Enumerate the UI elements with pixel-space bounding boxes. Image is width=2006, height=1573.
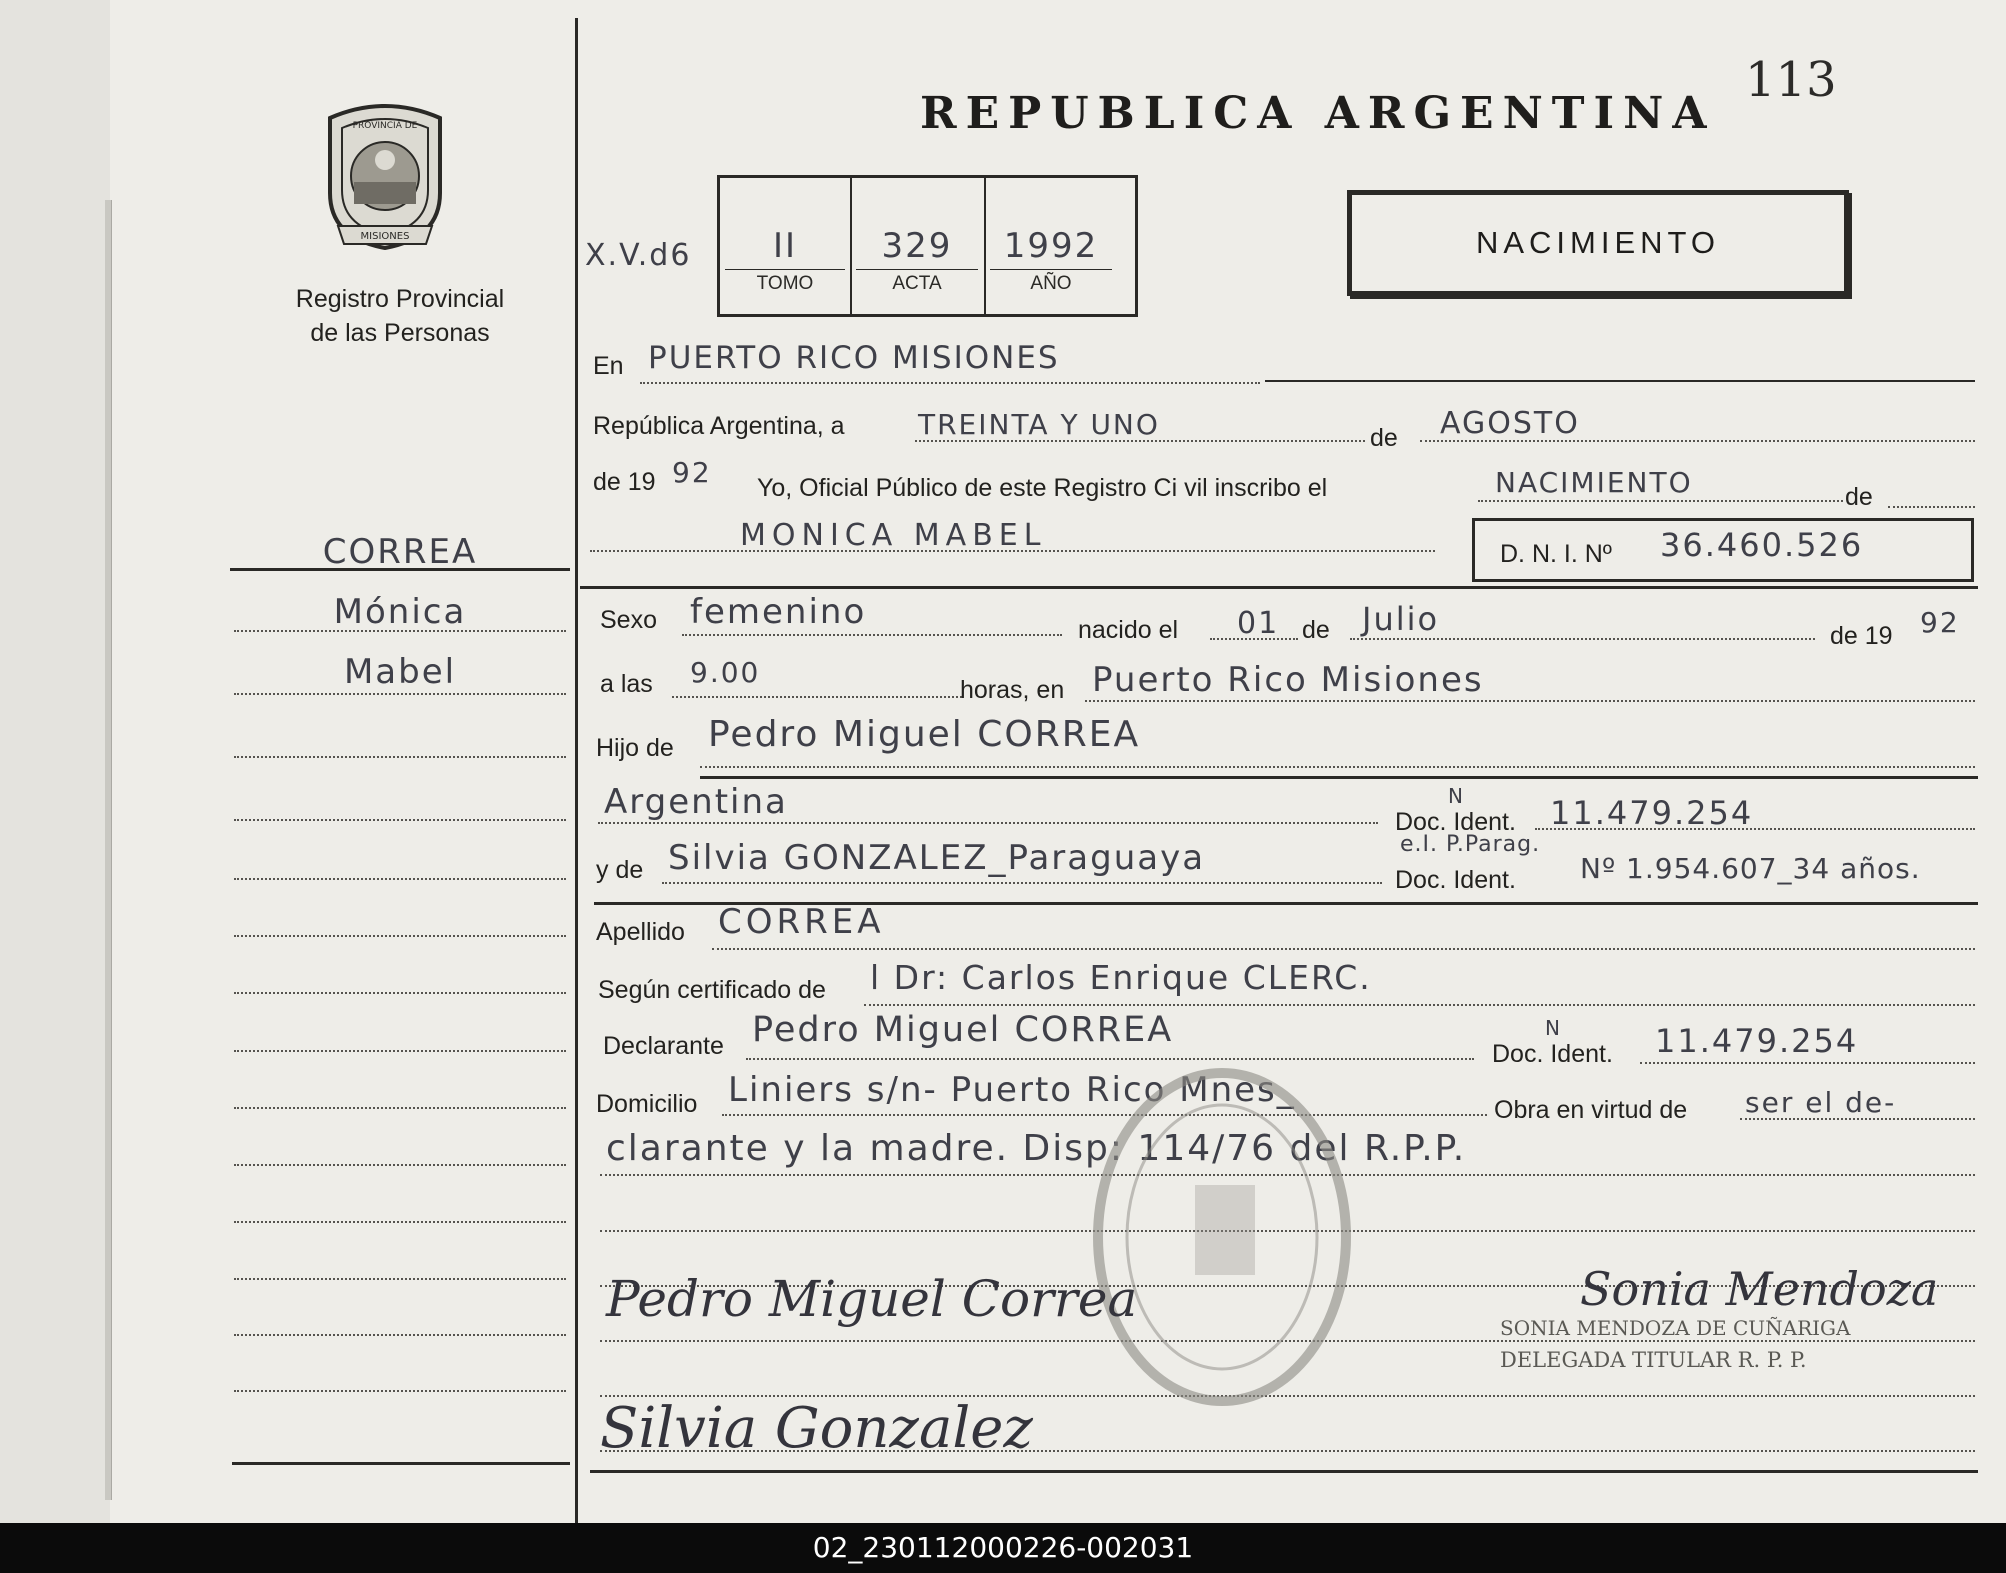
tomo-value: II <box>772 226 798 266</box>
declarante-label: Declarante <box>603 1032 724 1060</box>
fill-line <box>640 382 1260 384</box>
sexo-label: Sexo <box>600 606 657 634</box>
sidebar-line <box>234 992 566 994</box>
fill-line <box>590 550 1435 552</box>
sidebar-line <box>234 693 566 695</box>
registry-box <box>717 175 1138 317</box>
act-value: NACIMIENTO <box>1495 466 1693 499</box>
certificado-label: Según certificado de <box>598 976 826 1004</box>
sidebar-line <box>234 1221 566 1223</box>
sidebar-line <box>234 1278 566 1280</box>
hijo-label: Hijo de <box>596 734 674 762</box>
officer-name: SONIA MENDOZA DE CUÑARIGA <box>1500 1316 1851 1340</box>
country-title: REPUBLICA ARGENTINA <box>920 88 1716 139</box>
father-value: Pedro Miguel CORREA <box>708 714 1141 755</box>
sidebar-line <box>234 819 566 821</box>
office-line-1: Registro Provincial <box>295 285 505 313</box>
acta-label: ACTA <box>892 273 942 294</box>
seal-bottom-text: MISIONES <box>360 231 410 242</box>
fill-line <box>682 634 1062 636</box>
signature-mother: Silvia Gonzalez <box>600 1396 1033 1461</box>
sexo-value: femenino <box>690 592 867 632</box>
day-words-value: TREINTA Y UNO <box>918 408 1160 441</box>
nacido-label: nacido el <box>1078 616 1179 644</box>
doc-ident-label-mother: Doc. Ident. <box>1395 866 1516 894</box>
registry-rule <box>990 269 1112 270</box>
apellido-label: Apellido <box>596 918 685 946</box>
fill-line <box>1085 700 1975 702</box>
fill-line <box>1350 638 1815 640</box>
fill-line <box>672 696 962 698</box>
fill-line <box>1210 638 1298 640</box>
year-suffix-value: 92 <box>672 456 712 489</box>
doctor-value: l Dr: Carlos Enrique CLERC. <box>870 958 1372 997</box>
year-prefix-label: de 19 <box>593 468 656 496</box>
office-line-2: de las Personas <box>310 319 490 347</box>
office-name <box>255 282 545 350</box>
apellido-value: CORREA <box>718 902 885 942</box>
sidebar-given-2: Mabel <box>343 652 457 692</box>
registry-rule <box>856 269 978 270</box>
fill-line <box>746 1058 1474 1060</box>
fill-line <box>1535 828 1975 830</box>
sidebar-line <box>234 630 566 632</box>
alas-label: a las <box>600 670 653 698</box>
fill-line <box>1640 1062 1975 1064</box>
birth-day-value: 01 <box>1237 606 1280 641</box>
fill-line <box>1740 1118 1975 1120</box>
doc-n-mark: N <box>1448 784 1465 808</box>
officer-title: DELEGADA TITULAR R. P. P. <box>1500 1348 1807 1372</box>
domicilio-value: Liniers s/n- Puerto Rico Mnes_ <box>728 1070 1296 1110</box>
seal-top-text: PROVINCIA DE <box>352 121 418 131</box>
declarante-doc-value: 11.479.254 <box>1655 1022 1859 1060</box>
yde-label: y de <box>596 856 644 884</box>
horas-label: horas, en <box>960 676 1065 704</box>
republica-label: República Argentina, a <box>593 412 845 440</box>
binder-edge <box>105 200 112 1500</box>
dni-value: 36.460.526 <box>1660 526 1864 564</box>
father-doc-value: 11.479.254 <box>1550 794 1754 832</box>
sidebar-rule <box>232 1462 570 1465</box>
file-id: 02_230112000226-002031 <box>812 1531 1194 1564</box>
province-seal-icon <box>318 98 452 250</box>
section-rule <box>700 776 1978 779</box>
sidebar-line <box>234 1050 566 1052</box>
sidebar-line <box>234 1107 566 1109</box>
fill-line <box>1420 440 1975 442</box>
sidebar-line <box>234 935 566 937</box>
sidebar-line <box>234 756 566 758</box>
officer-text: Yo, Oficial Público de este Registro Ci vil inscribo el <box>757 474 1328 502</box>
fill-line <box>864 1004 1975 1006</box>
fill-line <box>1888 506 1975 508</box>
domicilio-label: Domicilio <box>596 1090 698 1118</box>
birth-month-value: Julio <box>1362 600 1440 638</box>
de-label-3: de <box>1302 616 1330 644</box>
page-number: 113 <box>1745 52 1837 108</box>
mother-value: Silvia GONZALEZ_Paraguaya <box>668 838 1206 878</box>
fill-line <box>1265 380 1975 382</box>
doc-ident-label-decl: Doc. Ident. <box>1492 1040 1613 1068</box>
de-label-2: de <box>1845 483 1873 511</box>
section-rule <box>580 586 1978 589</box>
registry-prefix: X.V.d6 <box>585 238 692 273</box>
sidebar-rule <box>230 568 570 571</box>
de-label: de <box>1370 424 1398 452</box>
fill-line <box>915 440 1365 442</box>
en-label: En <box>593 352 624 380</box>
place-value: PUERTO RICO MISIONES <box>648 340 1060 376</box>
sidebar-given-1: Mónica <box>333 592 467 632</box>
full-name-value: MONICA MABEL <box>740 518 1047 553</box>
sidebar-line <box>234 1164 566 1166</box>
mother-doc-value: Nº 1.954.607_34 años. <box>1580 852 1921 885</box>
birth-place-value: Puerto Rico Misiones <box>1092 660 1484 700</box>
fill-line <box>700 766 1975 768</box>
doc-ident-label-father: Doc. Ident. <box>1395 808 1516 836</box>
anio-label: AÑO <box>1030 273 1072 294</box>
dni-label: D. N. I. Nº <box>1500 540 1612 568</box>
fill-line <box>1478 500 1843 502</box>
fill-line <box>662 882 1382 884</box>
page-margin <box>0 0 110 1523</box>
tomo-label: TOMO <box>756 273 814 294</box>
sidebar-line <box>234 1390 566 1392</box>
signature-father: Pedro Miguel Correa <box>606 1270 1138 1328</box>
de19-label: de 19 <box>1830 622 1893 650</box>
record-type-label: NACIMIENTO <box>1475 225 1721 260</box>
month-value: AGOSTO <box>1440 406 1580 441</box>
registry-rule <box>725 269 845 270</box>
fill-line <box>598 822 1378 824</box>
father-nationality-value: Argentina <box>604 782 788 822</box>
sidebar-line <box>234 878 566 880</box>
column-divider <box>575 18 578 1523</box>
fill-line <box>712 948 1975 950</box>
signature-officer: Sonia Mendoza <box>1580 1262 1939 1316</box>
sidebar-line <box>234 1334 566 1336</box>
birth-year-suffix-value: 92 <box>1920 606 1960 639</box>
sidebar-surname: CORREA <box>322 532 478 572</box>
acta-value: 329 <box>881 226 953 266</box>
mother-doc-note: e.I. P.Parag. <box>1400 832 1541 857</box>
anio-value: 1992 <box>1003 226 1099 266</box>
obra-label: Obra en virtud de <box>1494 1096 1688 1124</box>
section-rule <box>590 1470 1978 1473</box>
doc-n-mark-decl: N <box>1545 1016 1562 1040</box>
declarante-value: Pedro Miguel CORREA <box>752 1010 1174 1050</box>
official-stamp-icon <box>1090 1065 1355 1410</box>
virtud-cont-value: clarante y la madre. Disp: 114/76 del R.P.P. <box>606 1128 1467 1169</box>
virtud-value: ser el de- <box>1745 1086 1897 1119</box>
birth-hour-value: 9.00 <box>690 656 761 689</box>
